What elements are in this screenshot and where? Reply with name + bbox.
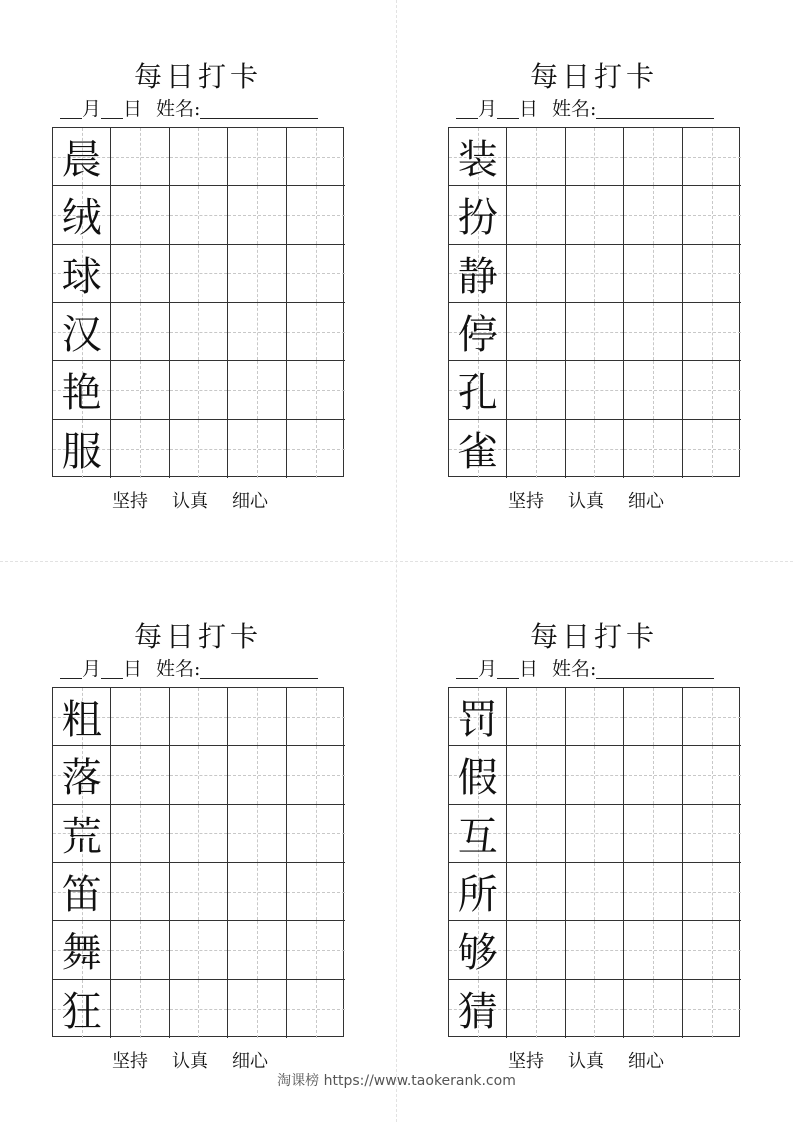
name-blank xyxy=(200,98,318,119)
month-blank xyxy=(456,658,478,679)
model-character: 艳 xyxy=(61,370,102,417)
motto-word: 细心 xyxy=(628,1051,664,1072)
practice-cell xyxy=(566,128,624,186)
practice-cell xyxy=(683,245,741,303)
practice-cell xyxy=(507,746,565,804)
model-character-cell xyxy=(53,746,111,804)
practice-cell xyxy=(624,186,682,244)
month-label: 月 xyxy=(82,98,102,120)
practice-cell xyxy=(287,303,345,361)
practice-cell xyxy=(507,980,565,1038)
card-title: 每日打卡 xyxy=(529,620,658,653)
practice-cell xyxy=(111,303,169,361)
practice-cell xyxy=(624,863,682,921)
name-label: 姓名: xyxy=(552,98,597,120)
practice-cell xyxy=(287,186,345,244)
practice-cell xyxy=(507,361,565,419)
model-character: 装 xyxy=(457,137,498,184)
day-blank xyxy=(101,658,123,679)
practice-cell xyxy=(507,420,565,478)
model-character-cell xyxy=(449,863,507,921)
model-character-cell xyxy=(449,361,507,419)
practice-cell xyxy=(170,863,228,921)
practice-cell xyxy=(170,921,228,979)
practice-cell xyxy=(111,688,169,746)
practice-cell xyxy=(170,186,228,244)
practice-cell xyxy=(624,688,682,746)
day-label: 日 xyxy=(519,658,539,680)
practice-cell xyxy=(170,420,228,478)
practice-cell xyxy=(507,245,565,303)
footer-watermark: 淘课榜 https://www.taokerank.com xyxy=(277,1073,516,1089)
practice-cell xyxy=(566,245,624,303)
practice-cell xyxy=(111,746,169,804)
card-title: 每日打卡 xyxy=(133,60,262,93)
practice-cell xyxy=(228,980,286,1038)
motto-word: 认真 xyxy=(568,1051,604,1072)
practice-cell xyxy=(624,420,682,478)
practice-cell xyxy=(566,863,624,921)
model-character-cell xyxy=(53,245,111,303)
day-label: 日 xyxy=(123,98,143,120)
motto-word: 认真 xyxy=(172,1051,208,1072)
practice-cell xyxy=(228,361,286,419)
motto-word: 坚持 xyxy=(508,491,544,512)
practice-cell xyxy=(170,805,228,863)
practice-cell xyxy=(566,805,624,863)
practice-card xyxy=(52,615,352,1085)
model-character-cell xyxy=(53,361,111,419)
name-label: 姓名: xyxy=(552,658,597,680)
model-character-cell xyxy=(53,128,111,186)
writing-grid xyxy=(448,687,740,1037)
horizontal-cut-line xyxy=(0,561,793,562)
practice-cell xyxy=(228,303,286,361)
practice-cell xyxy=(507,921,565,979)
practice-cell xyxy=(624,128,682,186)
practice-cell xyxy=(624,921,682,979)
month-blank xyxy=(456,98,478,119)
model-character-cell xyxy=(53,980,111,1038)
practice-cell xyxy=(287,863,345,921)
motto-word: 认真 xyxy=(568,491,604,512)
practice-cell xyxy=(683,746,741,804)
model-character: 假 xyxy=(457,755,498,802)
motto-word: 细心 xyxy=(628,491,664,512)
model-character-cell xyxy=(449,980,507,1038)
model-character: 汉 xyxy=(61,312,102,359)
model-character: 所 xyxy=(457,872,498,919)
practice-cell xyxy=(683,805,741,863)
practice-cell xyxy=(287,688,345,746)
name-blank xyxy=(596,658,714,679)
practice-cell xyxy=(683,863,741,921)
practice-cell xyxy=(287,420,345,478)
card-title: 每日打卡 xyxy=(529,60,658,93)
practice-cell xyxy=(287,980,345,1038)
practice-cell xyxy=(228,128,286,186)
model-character-cell xyxy=(53,420,111,478)
day-blank xyxy=(101,98,123,119)
practice-cell xyxy=(683,303,741,361)
model-character: 绒 xyxy=(61,195,102,242)
practice-cell xyxy=(287,361,345,419)
practice-cell xyxy=(287,805,345,863)
model-character: 扮 xyxy=(457,195,498,242)
name-label: 姓名: xyxy=(156,658,201,680)
model-character-cell xyxy=(449,245,507,303)
model-character: 晨 xyxy=(61,137,102,184)
model-character-cell xyxy=(449,303,507,361)
practice-cell xyxy=(287,746,345,804)
model-character-cell xyxy=(53,921,111,979)
model-character-cell xyxy=(449,805,507,863)
practice-cell xyxy=(228,863,286,921)
practice-cell xyxy=(507,303,565,361)
model-character: 服 xyxy=(61,429,102,476)
model-character: 够 xyxy=(457,930,498,977)
practice-cell xyxy=(624,361,682,419)
card-title: 每日打卡 xyxy=(133,620,262,653)
practice-cell xyxy=(170,688,228,746)
model-character-cell xyxy=(449,688,507,746)
day-label: 日 xyxy=(123,658,143,680)
writing-grid xyxy=(52,687,344,1037)
practice-cell xyxy=(566,361,624,419)
practice-cell xyxy=(228,420,286,478)
model-character: 狂 xyxy=(61,989,102,1036)
practice-cell xyxy=(566,921,624,979)
practice-cell xyxy=(111,805,169,863)
practice-cell xyxy=(111,245,169,303)
month-label: 月 xyxy=(478,98,498,120)
practice-card xyxy=(448,55,748,525)
practice-cell xyxy=(566,746,624,804)
model-character-cell xyxy=(449,128,507,186)
practice-cell xyxy=(111,361,169,419)
practice-cell xyxy=(170,746,228,804)
month-label: 月 xyxy=(478,658,498,680)
practice-cell xyxy=(566,303,624,361)
model-character-cell xyxy=(449,186,507,244)
practice-cell xyxy=(683,186,741,244)
model-character-cell xyxy=(53,863,111,921)
motto-word: 认真 xyxy=(172,491,208,512)
month-label: 月 xyxy=(82,658,102,680)
practice-cell xyxy=(683,420,741,478)
practice-cell xyxy=(683,688,741,746)
date-name-line xyxy=(60,97,318,121)
model-character: 停 xyxy=(457,312,498,359)
practice-cell xyxy=(683,128,741,186)
practice-cell xyxy=(566,688,624,746)
date-name-line xyxy=(60,657,318,681)
practice-cell xyxy=(507,805,565,863)
practice-cell xyxy=(170,303,228,361)
practice-cell xyxy=(228,186,286,244)
model-character: 互 xyxy=(457,813,498,860)
practice-cell xyxy=(228,688,286,746)
model-character-cell xyxy=(449,420,507,478)
model-character: 落 xyxy=(61,755,102,802)
motto xyxy=(508,487,688,513)
practice-cell xyxy=(170,245,228,303)
practice-cell xyxy=(624,805,682,863)
practice-cell xyxy=(111,980,169,1038)
model-character: 雀 xyxy=(457,429,498,476)
practice-cell xyxy=(507,688,565,746)
practice-cell xyxy=(170,980,228,1038)
practice-cell xyxy=(624,746,682,804)
month-blank xyxy=(60,98,82,119)
name-blank xyxy=(596,98,714,119)
practice-cell xyxy=(566,186,624,244)
practice-cell xyxy=(624,245,682,303)
motto-word: 坚持 xyxy=(112,491,148,512)
day-label: 日 xyxy=(519,98,539,120)
month-blank xyxy=(60,658,82,679)
practice-cell xyxy=(507,128,565,186)
model-character: 舞 xyxy=(61,930,102,977)
model-character: 静 xyxy=(457,253,498,300)
practice-cell xyxy=(111,186,169,244)
practice-cell xyxy=(624,303,682,361)
practice-cell xyxy=(287,921,345,979)
model-character: 猜 xyxy=(457,989,498,1036)
model-character: 罚 xyxy=(457,697,498,744)
name-blank xyxy=(200,658,318,679)
name-label: 姓名: xyxy=(156,98,201,120)
practice-card xyxy=(448,615,748,1085)
practice-cell xyxy=(683,980,741,1038)
practice-cell xyxy=(228,746,286,804)
practice-cell xyxy=(624,980,682,1038)
model-character-cell xyxy=(53,805,111,863)
model-character-cell xyxy=(449,921,507,979)
practice-cell xyxy=(683,921,741,979)
practice-cell xyxy=(683,361,741,419)
practice-cell xyxy=(170,361,228,419)
motto-word: 细心 xyxy=(232,1051,268,1072)
motto-word: 坚持 xyxy=(112,1051,148,1072)
date-name-line xyxy=(456,657,714,681)
motto-word: 坚持 xyxy=(508,1051,544,1072)
practice-card xyxy=(52,55,352,525)
writing-grid xyxy=(448,127,740,477)
practice-cell xyxy=(111,420,169,478)
practice-cell xyxy=(111,863,169,921)
practice-cell xyxy=(111,921,169,979)
practice-cell xyxy=(566,420,624,478)
model-character-cell xyxy=(449,746,507,804)
model-character-cell xyxy=(53,186,111,244)
model-character-cell xyxy=(53,303,111,361)
model-character: 荒 xyxy=(61,813,102,860)
practice-cell xyxy=(228,245,286,303)
practice-cell xyxy=(111,128,169,186)
practice-cell xyxy=(287,128,345,186)
practice-cell xyxy=(507,186,565,244)
practice-cell xyxy=(228,805,286,863)
motto-word: 细心 xyxy=(232,491,268,512)
writing-grid xyxy=(52,127,344,477)
practice-cell xyxy=(170,128,228,186)
practice-cell xyxy=(287,245,345,303)
model-character-cell xyxy=(53,688,111,746)
model-character: 孔 xyxy=(457,370,498,417)
model-character: 笛 xyxy=(61,872,102,919)
practice-cell xyxy=(228,921,286,979)
motto xyxy=(112,487,292,513)
day-blank xyxy=(497,98,519,119)
model-character: 粗 xyxy=(61,697,102,744)
practice-cell xyxy=(507,863,565,921)
day-blank xyxy=(497,658,519,679)
model-character: 球 xyxy=(61,253,102,300)
date-name-line xyxy=(456,97,714,121)
practice-cell xyxy=(566,980,624,1038)
